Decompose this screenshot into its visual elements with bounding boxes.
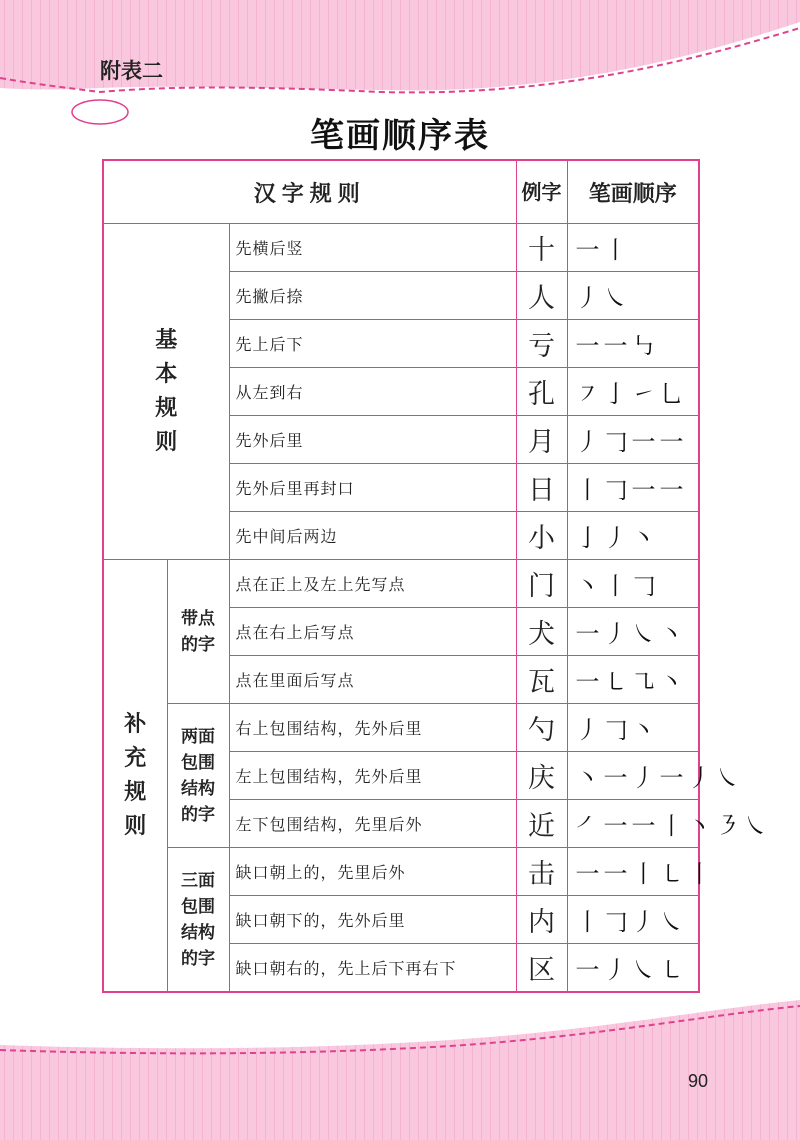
rule-cell: 左上包围结构，先外后里	[229, 752, 516, 800]
strokes-cell: 一㇄㇈丶	[567, 656, 699, 704]
stroke-order-table	[102, 159, 772, 993]
table-row	[103, 560, 699, 608]
example-cell: 近	[516, 800, 567, 848]
strokes-cell: 丨𠃌一一	[567, 464, 699, 512]
example-cell: 门	[516, 560, 567, 608]
page-title: 笔画顺序表	[310, 116, 490, 156]
example-cell: 十	[516, 224, 567, 272]
table-row	[103, 848, 699, 896]
strokes-cell: 一丿㇏㇄	[567, 944, 699, 993]
strokes-cell: 丨𠃌丿㇏	[567, 896, 699, 944]
strokes-cell: 丶一丿一丿㇏	[567, 752, 699, 800]
rule-cell: 先外后里再封口	[229, 464, 516, 512]
strokes-cell: 一丨	[567, 224, 699, 272]
rule-cell: 缺口朝右的，先上后下再右下	[229, 944, 516, 993]
rule-cell: 先上后下	[229, 320, 516, 368]
example-cell: 内	[516, 896, 567, 944]
header-example: 例字	[516, 160, 567, 224]
group-two-sided	[167, 704, 229, 848]
rule-cell: 缺口朝上的，先里后外	[229, 848, 516, 896]
category-supplementary-label: 补充规则	[124, 711, 147, 839]
example-cell: 日	[516, 464, 567, 512]
example-cell: 月	[516, 416, 567, 464]
header-rule: 汉字规则	[103, 160, 516, 224]
example-cell: 人	[516, 272, 567, 320]
table-row	[103, 224, 699, 272]
example-cell: 亏	[516, 320, 567, 368]
rule-cell: 缺口朝下的，先外后里	[229, 896, 516, 944]
group-three-sided	[167, 848, 229, 993]
example-cell: 瓦	[516, 656, 567, 704]
rule-cell: 左下包围结构，先里后外	[229, 800, 516, 848]
category-basic-label: 基本规则	[155, 327, 178, 455]
strokes-cell: 一一㇉	[567, 320, 699, 368]
group-dot-label: 带点的字	[181, 608, 215, 655]
strokes-cell: 亅丿丶	[567, 512, 699, 560]
rule-cell: 先撇后捺	[229, 272, 516, 320]
page-number: 90	[687, 1071, 708, 1091]
rule-cell: 点在里面后写点	[229, 656, 516, 704]
rule-cell: 点在正上及左上先写点	[229, 560, 516, 608]
category-basic	[103, 224, 229, 560]
group-dot	[167, 560, 229, 704]
group-two-sided-label: 两面包围结构的字	[181, 726, 215, 825]
rule-cell: 先外后里	[229, 416, 516, 464]
header-order: 笔画顺序	[567, 160, 699, 224]
section-label: 附表二	[100, 59, 163, 83]
example-cell: 犬	[516, 608, 567, 656]
rule-cell: 从左到右	[229, 368, 516, 416]
example-cell: 勺	[516, 704, 567, 752]
table-row	[103, 704, 699, 752]
rule-cell: 先中间后两边	[229, 512, 516, 560]
example-cell: 区	[516, 944, 567, 993]
strokes-cell: 丿𠃌一一	[567, 416, 699, 464]
strokes-cell: 一丿㇏丶	[567, 608, 699, 656]
strokes-cell: 丿㇏	[567, 272, 699, 320]
example-cell: 击	[516, 848, 567, 896]
rule-cell: 点在右上后写点	[229, 608, 516, 656]
rule-cell: 右上包围结构，先外后里	[229, 704, 516, 752]
group-three-sided-label: 三面包围结构的字	[181, 870, 215, 969]
strokes-cell: 一一丨㇄丨	[567, 848, 699, 896]
strokes-cell: 丶丨𠃌	[567, 560, 699, 608]
example-cell: 庆	[516, 752, 567, 800]
table-header-row	[103, 160, 699, 224]
category-supplementary	[103, 560, 167, 993]
strokes-cell: 丿𠃌丶	[567, 704, 699, 752]
example-cell: 孔	[516, 368, 567, 416]
rule-cell: 先横后竖	[229, 224, 516, 272]
strokes-cell: ㇇亅㇀乚	[567, 368, 699, 416]
strokes-cell: ㇒一一丨丶㇋㇏	[567, 800, 699, 848]
example-cell: 小	[516, 512, 567, 560]
